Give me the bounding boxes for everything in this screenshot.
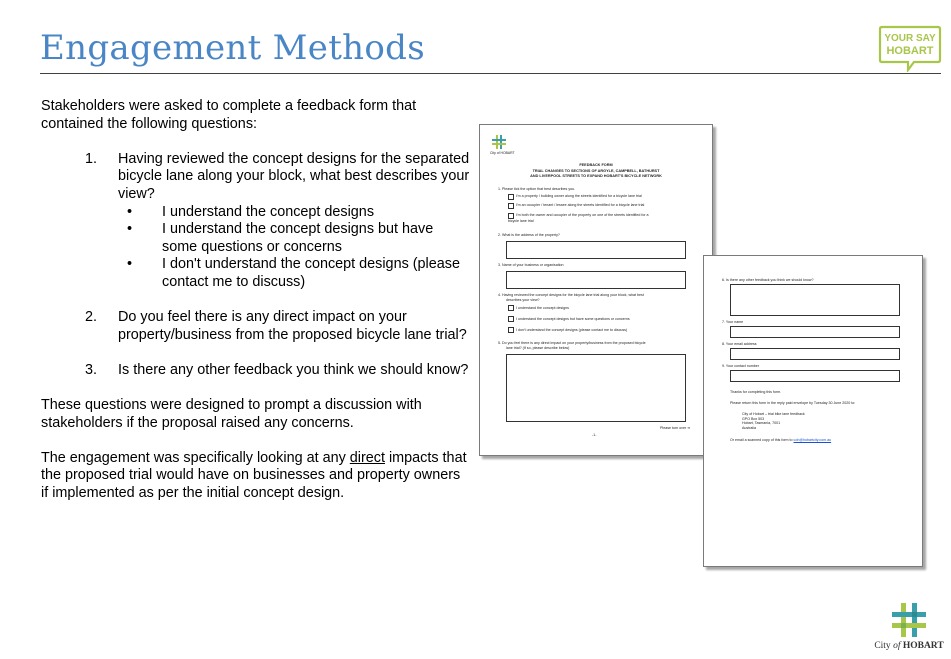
form-q9: 9. Your contact number <box>722 364 759 368</box>
mini-logo-text: City of HOBART <box>490 151 515 155</box>
your-say-line1: YOUR SAY <box>884 33 936 44</box>
form-checkbox <box>508 194 514 200</box>
question-text: Do you feel there is any direct impact on your property/business from the proposed bicycle lane trial? <box>118 309 467 343</box>
form-address-line: Australia <box>742 425 756 430</box>
page-title: Engagement Methods <box>40 28 425 68</box>
form-subheading-line: AND LIVERPOOL STREETS TO EXPAND HOBART'S BICYCLE NETWORK <box>530 174 662 178</box>
form-q4-opt: I understand the concept designs but have some questions or concerns <box>516 317 630 321</box>
your-say-line2: HOBART <box>886 45 934 57</box>
para3-before: The engagement was specifically looking at any <box>41 449 350 466</box>
form-heading: FEEDBACK FORM <box>579 163 613 167</box>
form-answer-box <box>730 284 900 316</box>
coh-hobart: HOBART <box>902 641 944 651</box>
engagement-paragraph <box>41 450 471 503</box>
bullet-icon: • <box>127 256 133 273</box>
form-q7: 7. Your name <box>722 320 744 324</box>
form-subheading-line: TRIAL CHANGES TO SECTIONS OF ARGYLE, CAMPBELL, BATHURST <box>532 169 660 173</box>
form-turn-over: Please turn over ➔ <box>660 426 691 430</box>
form-q2: 2. What is the address of the property? <box>498 233 560 237</box>
form-q8: 8. Your email address <box>722 342 757 346</box>
form-checkbox <box>508 203 514 209</box>
form-checkbox <box>508 305 514 311</box>
form-q3: 3. Name of your business or organisation <box>498 263 564 267</box>
form-answer-box <box>506 271 686 289</box>
form-q6: 6. Is there any other feedback you think we should know? <box>722 278 814 282</box>
question-number: 1. <box>85 150 98 167</box>
form-q4-opt: I don't understand the concept designs (please contact me to discuss) <box>516 328 628 332</box>
form-q1: 1. Please tick the option that best describes you. <box>498 187 576 191</box>
para3-emphasis: direct <box>349 449 385 466</box>
form-q4-line1: 4. Having reviewed the concept designs for the bicycle lane trial along your block, what best <box>498 293 644 297</box>
feedback-form-page-2 <box>703 255 923 567</box>
form-q5-line2: lane trial? (If so, please describe below) <box>506 346 570 350</box>
form-answer-box <box>730 326 900 338</box>
coh-of: of <box>893 641 901 651</box>
form-thanks: Thanks for completing this form. <box>730 390 782 394</box>
option-bullet <box>41 256 471 291</box>
bullet-icon: • <box>127 221 133 238</box>
form-q4-line2: describes your view? <box>506 298 540 302</box>
form-answer-box <box>506 354 686 422</box>
form-q1-opt: I'm a property / building owner along the streets identified for a bicycle lane trial <box>516 194 642 198</box>
form-q1-opt: I'm both the owner and occupier of the property on one of the streets identified for a <box>516 213 649 217</box>
city-of-hobart-cross-icon <box>892 603 926 637</box>
form-email-line <box>730 438 831 442</box>
city-of-hobart-logo <box>874 603 944 653</box>
form-email-link[interactable]: coh@hobartcity.com.au <box>793 438 832 442</box>
form-answer-box <box>730 348 900 360</box>
feedback-form-page-1 <box>479 124 713 456</box>
form-return-line: Please return this form in the reply paid envelope by Tuesday 30 June 2020 to: <box>730 401 856 405</box>
city-of-hobart-wordmark <box>874 641 944 651</box>
question-3 <box>41 362 471 380</box>
form-q4-opt: I understand the concept designs <box>516 306 569 310</box>
coh-city: City <box>874 641 891 651</box>
question-number: 3. <box>85 361 98 378</box>
form-q1-opt: I'm an occupier / tenant / lessee along the streets identified for a bicycle lane trial <box>516 203 645 207</box>
question-2 <box>41 309 471 344</box>
form-answer-box <box>730 370 900 382</box>
option-text: I understand the concept designs <box>162 203 375 220</box>
bullet-icon: • <box>127 203 133 220</box>
option-bullet <box>41 221 471 256</box>
form-address-line: GPO Box 503 <box>742 416 765 421</box>
your-say-hobart-logo <box>878 24 942 72</box>
option-bullet <box>41 204 471 222</box>
para3-after: impacts that the proposed trial would have on businesses and property owners if implemented as per the initial concept design. <box>41 449 467 502</box>
form-q5-line1: 5. Do you feel there is any direct impact on your property/business from the proposed bicycle <box>498 341 646 345</box>
form-address-line: Hobart, Tasmania, 7001 <box>742 421 781 425</box>
option-text: I don't understand the concept designs (please contact me to discuss) <box>162 256 460 290</box>
form-checkbox <box>508 327 514 333</box>
form-address-line: City of Hobart – trial bike lane feedback <box>742 412 805 416</box>
form-email-prefix: Or email a scanned copy of this form to <box>730 438 794 442</box>
form-page-number: -1- <box>592 433 597 437</box>
title-divider <box>40 73 941 74</box>
question-number: 2. <box>85 309 98 326</box>
option-text: I understand the concept designs but have some questions or concerns <box>162 221 434 255</box>
form-answer-box <box>506 241 686 259</box>
slide-body <box>41 98 471 503</box>
form-q1-opt-cont: bicycle lane trial <box>508 219 534 223</box>
question-text: Having reviewed the concept designs for the separated bicycle lane along your block, what best describes your view? <box>118 150 470 202</box>
city-of-hobart-mini-icon <box>492 135 506 149</box>
discussion-paragraph: These questions were designed to prompt a discussion with stakeholders if the proposal raised any concerns. <box>41 397 422 431</box>
form-checkbox <box>508 316 514 322</box>
intro-paragraph: Stakeholders were asked to complete a feedback form that contained the following questions: <box>41 98 417 132</box>
question-text: Is there any other feedback you think we should know? <box>118 361 469 378</box>
question-1 <box>41 151 471 204</box>
